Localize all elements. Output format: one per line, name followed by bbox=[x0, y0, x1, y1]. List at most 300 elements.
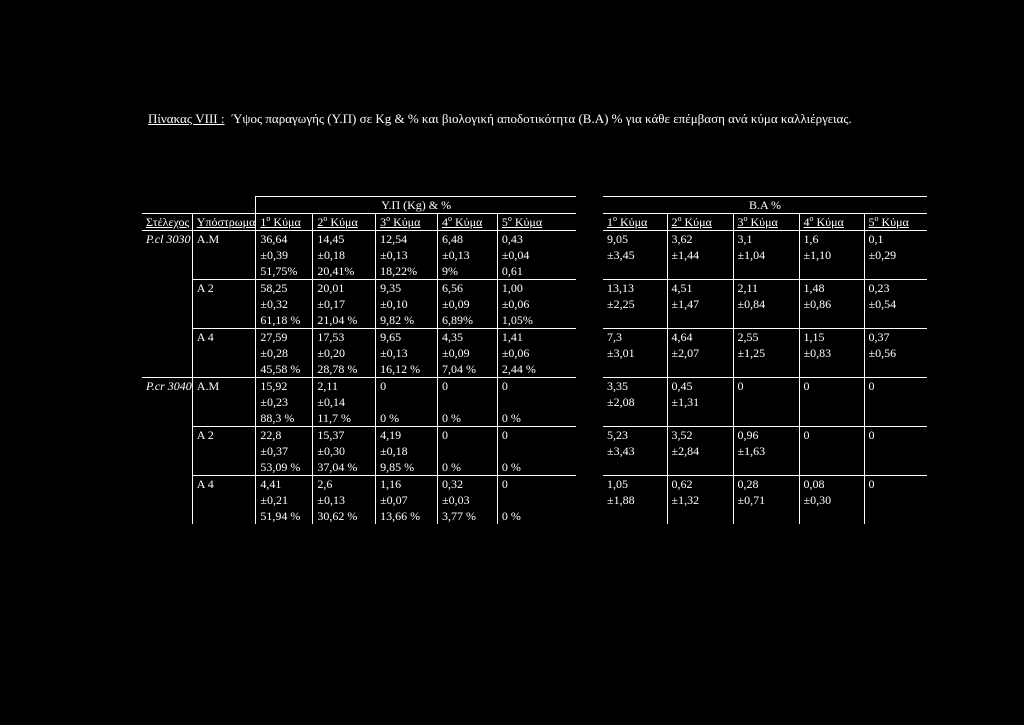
table-cell: 0 bbox=[864, 378, 927, 395]
table-cell bbox=[864, 459, 927, 476]
substrate-cell bbox=[192, 247, 256, 263]
table-cell: 2,6 bbox=[313, 476, 376, 493]
substrate-cell bbox=[192, 410, 256, 427]
table-cell: ±0,71 bbox=[733, 492, 799, 508]
table-row bbox=[603, 296, 927, 312]
strain-cell bbox=[142, 280, 192, 297]
table-cell: 12,54 bbox=[376, 231, 438, 248]
table-row bbox=[142, 361, 576, 378]
caption-text: Ύψος παραγωγής (Υ.Π) σε Kg & % και βιολογική αποδοτικότητα (Β.Α) % για κάθε επέμβαση ανά κύμα καλλιέργειας. bbox=[231, 111, 852, 126]
strain-cell bbox=[142, 345, 192, 361]
header-wave-word: Κύμα bbox=[330, 215, 358, 229]
table-cell: ±0,83 bbox=[799, 345, 864, 361]
header-superscript: ο bbox=[874, 214, 879, 223]
strain-cell bbox=[142, 508, 192, 524]
table-cell bbox=[497, 443, 576, 459]
table-row bbox=[603, 492, 927, 508]
table-row bbox=[603, 247, 927, 263]
table-cell: ±1,88 bbox=[607, 493, 635, 507]
table-cell: ±3,43 bbox=[607, 444, 635, 458]
table-cell: 13,66 % bbox=[376, 508, 438, 524]
table-cell: 14,45 bbox=[313, 231, 376, 248]
header-wave-w4 bbox=[438, 214, 498, 231]
header-superscript: ο bbox=[386, 214, 391, 223]
table-cell: 0,23 bbox=[864, 280, 927, 297]
table-cell: 51,75% bbox=[256, 263, 313, 280]
table-cell: ±0,37 bbox=[256, 443, 313, 459]
group-title-yield: Υ.Π (Kg) & % bbox=[256, 197, 576, 214]
table-row bbox=[142, 459, 576, 476]
header-wave-w2 bbox=[667, 214, 733, 231]
substrate-cell: A 4 bbox=[192, 329, 256, 346]
table-row bbox=[603, 459, 927, 476]
table-cell: ±0,32 bbox=[256, 296, 313, 312]
header-wave-word: Κύμα bbox=[620, 215, 648, 229]
header-wave-w5 bbox=[497, 214, 576, 231]
table-cell: 2,44 % bbox=[497, 361, 576, 378]
table-row bbox=[603, 394, 927, 410]
table-row bbox=[142, 312, 576, 329]
table-cell: 30,62 % bbox=[313, 508, 376, 524]
table-cell: 28,78 % bbox=[313, 361, 376, 378]
table-cell: 0,96 bbox=[733, 427, 799, 444]
table-cell: 0,32 bbox=[438, 476, 498, 493]
strain-cell bbox=[142, 476, 192, 493]
table-cell: ±2,25 bbox=[607, 297, 635, 311]
table-cell: ±1,32 bbox=[667, 492, 733, 508]
table-cell: 45,58 % bbox=[256, 361, 313, 378]
header-wave-word: Κύμα bbox=[514, 215, 543, 229]
biological-efficiency-table bbox=[603, 196, 927, 524]
table-row bbox=[142, 410, 576, 427]
substrate-cell: A 2 bbox=[192, 280, 256, 297]
substrate-cell bbox=[192, 312, 256, 329]
table-cell: 20,41% bbox=[313, 263, 376, 280]
group-title-efficiency: Β.Α % bbox=[603, 197, 927, 214]
table-cell bbox=[864, 492, 927, 508]
table-cell: 0 % bbox=[438, 410, 498, 427]
table-row bbox=[603, 427, 927, 444]
table-row bbox=[142, 508, 576, 524]
table-cell bbox=[864, 394, 927, 410]
table-cell: ±0,30 bbox=[313, 443, 376, 459]
table-cell: ±3,45 bbox=[607, 248, 635, 262]
table-cell: ±0,06 bbox=[497, 296, 576, 312]
table-cell bbox=[667, 459, 733, 476]
substrate-cell bbox=[192, 459, 256, 476]
table-cell: 2,55 bbox=[733, 329, 799, 346]
table-cell: 22,8 bbox=[256, 427, 313, 444]
table-row bbox=[142, 231, 576, 248]
table-cell: 15,37 bbox=[313, 427, 376, 444]
table-row bbox=[142, 329, 576, 346]
table-cell: ±3,01 bbox=[607, 346, 635, 360]
header-wave-number: 3 bbox=[737, 215, 744, 229]
table-cell: 1,15 bbox=[799, 329, 864, 346]
table-cell: ±0,13 bbox=[313, 492, 376, 508]
table-cell: 0 bbox=[497, 427, 576, 444]
table-cell: 6,56 bbox=[438, 280, 498, 297]
header-wave-number: 2 bbox=[671, 215, 678, 229]
table-cell: ±0,13 bbox=[376, 247, 438, 263]
header-superscript: ο bbox=[323, 214, 328, 223]
table-cell bbox=[864, 312, 927, 329]
header-superscript: ο bbox=[448, 214, 452, 223]
table-cell: 13,13 bbox=[603, 280, 667, 297]
table-cell: 0 bbox=[438, 427, 498, 444]
substrate-cell: A.M bbox=[192, 231, 256, 248]
table-cell: 2,11 bbox=[313, 378, 376, 395]
header-wave-w3 bbox=[376, 214, 438, 231]
strain-cell bbox=[142, 263, 192, 280]
table-cell: 15,92 bbox=[256, 378, 313, 395]
table-cell: 9,82 % bbox=[376, 312, 438, 329]
table-cell: 6,48 bbox=[438, 231, 498, 248]
table-cell bbox=[733, 394, 799, 410]
header-wave-w1 bbox=[603, 214, 667, 231]
table-cell: 3,1 bbox=[733, 231, 799, 248]
strain-cell: P.cl 3030 bbox=[142, 231, 192, 248]
table-cell: ±0,54 bbox=[864, 296, 927, 312]
table-cell: ±0,13 bbox=[376, 345, 438, 361]
table-cell: 1,16 bbox=[376, 476, 438, 493]
header-wave-number: 3 bbox=[380, 215, 387, 229]
caption-label: Πίνακας VIII : bbox=[148, 111, 225, 126]
table-cell bbox=[497, 492, 576, 508]
table-cell: 0 % bbox=[497, 508, 576, 524]
table-cell bbox=[667, 312, 733, 329]
table-cell: ±0,29 bbox=[864, 247, 927, 263]
table-cell: ±1,25 bbox=[733, 345, 799, 361]
table-cell: 0 bbox=[497, 378, 576, 395]
header-superscript: ο bbox=[809, 214, 814, 223]
table-cell: ±0,07 bbox=[376, 492, 438, 508]
table-cell bbox=[799, 394, 864, 410]
table-cell: 0,43 bbox=[497, 231, 576, 248]
table-cell: ±0,09 bbox=[438, 296, 498, 312]
table-row bbox=[603, 378, 927, 395]
table-cell: 0,28 bbox=[733, 476, 799, 493]
table-cell bbox=[438, 443, 498, 459]
header-superscript: ο bbox=[266, 214, 271, 223]
header-wave-number: 1 bbox=[607, 215, 613, 229]
header-wave-number: 4 bbox=[803, 215, 810, 229]
header-row bbox=[142, 214, 576, 231]
header-superscript: ο bbox=[743, 214, 748, 223]
table-cell: 61,18 % bbox=[256, 312, 313, 329]
table-cell bbox=[667, 263, 733, 280]
table-cell: 1,05 bbox=[603, 476, 667, 493]
header-wave-word: Κύμα bbox=[816, 215, 844, 229]
table-row bbox=[142, 280, 576, 297]
table-cell bbox=[667, 410, 733, 427]
table-cell: ±0,23 bbox=[256, 394, 313, 410]
substrate-cell bbox=[192, 263, 256, 280]
table-row bbox=[603, 231, 927, 248]
table-row bbox=[603, 410, 927, 427]
table-cell: 0 bbox=[799, 427, 864, 444]
table-cell: ±2,84 bbox=[667, 443, 733, 459]
header-wave-word: Κύμα bbox=[881, 215, 909, 229]
table-cell bbox=[733, 410, 799, 427]
table-cell: 1,6 bbox=[799, 231, 864, 248]
table-cell: ±1,04 bbox=[733, 247, 799, 263]
table-row bbox=[142, 476, 576, 493]
table-cell: 0 % bbox=[438, 459, 498, 476]
table-cell bbox=[603, 459, 667, 476]
table-cell bbox=[603, 263, 667, 280]
substrate-cell: A 2 bbox=[192, 427, 256, 444]
table-cell: 5,23 bbox=[603, 427, 667, 444]
group-title-row bbox=[142, 197, 576, 214]
table-cell: 6,89% bbox=[438, 312, 498, 329]
table-cell bbox=[497, 394, 576, 410]
header-wave-number: 2 bbox=[317, 215, 324, 229]
header-wave-w3 bbox=[733, 214, 799, 231]
table-row bbox=[142, 394, 576, 410]
table-cell: 0 bbox=[799, 378, 864, 395]
table-cell bbox=[733, 263, 799, 280]
table-row bbox=[603, 263, 927, 280]
table-caption bbox=[148, 111, 852, 127]
substrate-cell bbox=[192, 443, 256, 459]
table-cell: 0,62 bbox=[667, 476, 733, 493]
strain-cell bbox=[142, 312, 192, 329]
table-cell: 0 % bbox=[497, 410, 576, 427]
table-cell: 3,52 bbox=[667, 427, 733, 444]
table-cell: 27,59 bbox=[256, 329, 313, 346]
table-cell bbox=[376, 394, 438, 410]
table-cell: ±0,18 bbox=[376, 443, 438, 459]
header-wave-number: 5 bbox=[501, 215, 508, 229]
header-wave-number: 4 bbox=[442, 215, 448, 229]
table-cell bbox=[799, 443, 864, 459]
table-cell: ±0,86 bbox=[799, 296, 864, 312]
table-cell: 1,05% bbox=[497, 312, 576, 329]
strain-cell bbox=[142, 329, 192, 346]
table-cell: 1,00 bbox=[497, 280, 576, 297]
table-cell: 51,94 % bbox=[256, 508, 313, 524]
table-cell: ±0,18 bbox=[313, 247, 376, 263]
substrate-cell bbox=[192, 492, 256, 508]
table-row bbox=[142, 492, 576, 508]
table-cell: 58,25 bbox=[256, 280, 313, 297]
table-cell: 3,77 % bbox=[438, 508, 498, 524]
strain-cell bbox=[142, 296, 192, 312]
table-cell: ±1,10 bbox=[799, 247, 864, 263]
header-substrate: Υπόστρωμα bbox=[192, 214, 256, 231]
table-cell: 0 bbox=[376, 378, 438, 395]
substrate-cell: A.M bbox=[192, 378, 256, 395]
table-cell bbox=[864, 263, 927, 280]
table-cell: ±0,21 bbox=[256, 492, 313, 508]
table-cell: 0 bbox=[733, 378, 799, 395]
table-cell: 4,64 bbox=[667, 329, 733, 346]
table-cell: 37,04 % bbox=[313, 459, 376, 476]
table-cell: 0 % bbox=[376, 410, 438, 427]
header-wave-word: Κύμα bbox=[273, 215, 301, 229]
strain-cell bbox=[142, 492, 192, 508]
table-cell bbox=[864, 508, 927, 524]
table-row bbox=[603, 312, 927, 329]
table-cell: 4,35 bbox=[438, 329, 498, 346]
substrate-cell: A 4 bbox=[192, 476, 256, 493]
table-cell: 3,35 bbox=[603, 378, 667, 395]
table-cell: 0 bbox=[864, 476, 927, 493]
header-superscript: ο bbox=[613, 214, 617, 223]
table-cell: ±0,30 bbox=[799, 492, 864, 508]
table-row bbox=[603, 280, 927, 297]
substrate-cell bbox=[192, 296, 256, 312]
table-cell bbox=[733, 361, 799, 378]
table-cell: 21,04 % bbox=[313, 312, 376, 329]
table-cell: 4,51 bbox=[667, 280, 733, 297]
strain-cell bbox=[142, 459, 192, 476]
strain-cell bbox=[142, 247, 192, 263]
table-cell: 7,3 bbox=[603, 329, 667, 346]
header-wave-w1 bbox=[256, 214, 313, 231]
table-row bbox=[142, 296, 576, 312]
table-cell: 0,61 bbox=[497, 263, 576, 280]
table-cell: ±0,13 bbox=[438, 247, 498, 263]
header-wave-word: Κύμα bbox=[750, 215, 778, 229]
table-cell: 11,7 % bbox=[313, 410, 376, 427]
table-cell: 4,19 bbox=[376, 427, 438, 444]
header-superscript: ο bbox=[677, 214, 682, 223]
table-row bbox=[603, 508, 927, 524]
table-cell: 0 bbox=[438, 378, 498, 395]
table-cell bbox=[864, 361, 927, 378]
table-cell: 3,62 bbox=[667, 231, 733, 248]
table-cell: 0,1 bbox=[864, 231, 927, 248]
substrate-cell bbox=[192, 508, 256, 524]
table-row bbox=[603, 345, 927, 361]
table-cell: 1,41 bbox=[497, 329, 576, 346]
table-cell: 53,09 % bbox=[256, 459, 313, 476]
table-row bbox=[142, 427, 576, 444]
table-cell bbox=[799, 508, 864, 524]
table-cell: ±0,20 bbox=[313, 345, 376, 361]
table-cell: 20,01 bbox=[313, 280, 376, 297]
table-cell: ±1,47 bbox=[667, 296, 733, 312]
table-cell: ±2,08 bbox=[607, 395, 635, 409]
table-cell bbox=[733, 312, 799, 329]
substrate-cell bbox=[192, 394, 256, 410]
header-row bbox=[603, 214, 927, 231]
strain-cell bbox=[142, 427, 192, 444]
table-cell bbox=[864, 410, 927, 427]
header-wave-w2 bbox=[313, 214, 376, 231]
table-cell bbox=[733, 459, 799, 476]
table-cell: ±0,14 bbox=[313, 394, 376, 410]
table-cell: 0,45 bbox=[667, 378, 733, 395]
table-cell: 1,48 bbox=[799, 280, 864, 297]
table-cell: 0 bbox=[497, 476, 576, 493]
table-cell: 36,64 bbox=[256, 231, 313, 248]
table-cell bbox=[799, 459, 864, 476]
table-cell: 0,37 bbox=[864, 329, 927, 346]
table-cell: ±0,17 bbox=[313, 296, 376, 312]
substrate-cell bbox=[192, 345, 256, 361]
table-cell: 0,08 bbox=[799, 476, 864, 493]
table-cell: ±0,56 bbox=[864, 345, 927, 361]
table-cell bbox=[864, 443, 927, 459]
header-wave-w4 bbox=[799, 214, 864, 231]
strain-cell bbox=[142, 394, 192, 410]
strain-cell bbox=[142, 361, 192, 378]
substrate-cell bbox=[192, 361, 256, 378]
table-cell: ±0,84 bbox=[733, 296, 799, 312]
table-cell bbox=[799, 361, 864, 378]
table-cell bbox=[799, 263, 864, 280]
table-cell: 9% bbox=[438, 263, 498, 280]
table-cell: ±0,04 bbox=[497, 247, 576, 263]
table-cell: ±2,07 bbox=[667, 345, 733, 361]
table-cell: ±1,31 bbox=[667, 394, 733, 410]
table-cell bbox=[603, 361, 667, 378]
header-wave-word: Κύμα bbox=[684, 215, 712, 229]
table-cell: ±0,10 bbox=[376, 296, 438, 312]
table-row bbox=[603, 476, 927, 493]
table-cell bbox=[733, 508, 799, 524]
table-cell: 9,85 % bbox=[376, 459, 438, 476]
table-cell bbox=[667, 508, 733, 524]
header-strain: Στέλεχος bbox=[142, 214, 192, 231]
table-cell bbox=[603, 312, 667, 329]
table-cell: 0 bbox=[864, 427, 927, 444]
table-cell: 0 % bbox=[497, 459, 576, 476]
table-cell bbox=[438, 394, 498, 410]
table-cell: 9,35 bbox=[376, 280, 438, 297]
table-cell bbox=[799, 312, 864, 329]
table-row bbox=[142, 345, 576, 361]
header-wave-number: 1 bbox=[260, 215, 267, 229]
header-wave-word: Κύμα bbox=[455, 215, 483, 229]
table-cell: ±0,06 bbox=[497, 345, 576, 361]
strain-cell bbox=[142, 443, 192, 459]
strain-cell: P.cr 3040 bbox=[142, 378, 192, 395]
table-cell: 7,04 % bbox=[438, 361, 498, 378]
table-row bbox=[142, 378, 576, 395]
table-cell: 9,65 bbox=[376, 329, 438, 346]
table-row bbox=[142, 443, 576, 459]
table-cell: 17,53 bbox=[313, 329, 376, 346]
table-row bbox=[603, 329, 927, 346]
table-cell: 16,12 % bbox=[376, 361, 438, 378]
table-cell: ±0,09 bbox=[438, 345, 498, 361]
table-cell: 88,3 % bbox=[256, 410, 313, 427]
group-title-row bbox=[603, 197, 927, 214]
header-wave-word: Κύμα bbox=[393, 215, 421, 229]
strain-cell bbox=[142, 410, 192, 427]
table-cell: ±1,63 bbox=[733, 443, 799, 459]
table-row bbox=[142, 263, 576, 280]
table-cell bbox=[603, 508, 667, 524]
table-row bbox=[142, 247, 576, 263]
table-cell: 9,05 bbox=[603, 231, 667, 248]
table-cell: 4,41 bbox=[256, 476, 313, 493]
header-wave-w5 bbox=[864, 214, 927, 231]
header-superscript: ο bbox=[507, 214, 512, 223]
table-cell: ±0,39 bbox=[256, 247, 313, 263]
table-cell bbox=[667, 361, 733, 378]
production-yield-table bbox=[142, 196, 576, 524]
table-cell: 2,11 bbox=[733, 280, 799, 297]
table-row bbox=[603, 443, 927, 459]
table-cell: 18,22% bbox=[376, 263, 438, 280]
header-wave-number: 5 bbox=[868, 215, 875, 229]
table-row bbox=[603, 361, 927, 378]
